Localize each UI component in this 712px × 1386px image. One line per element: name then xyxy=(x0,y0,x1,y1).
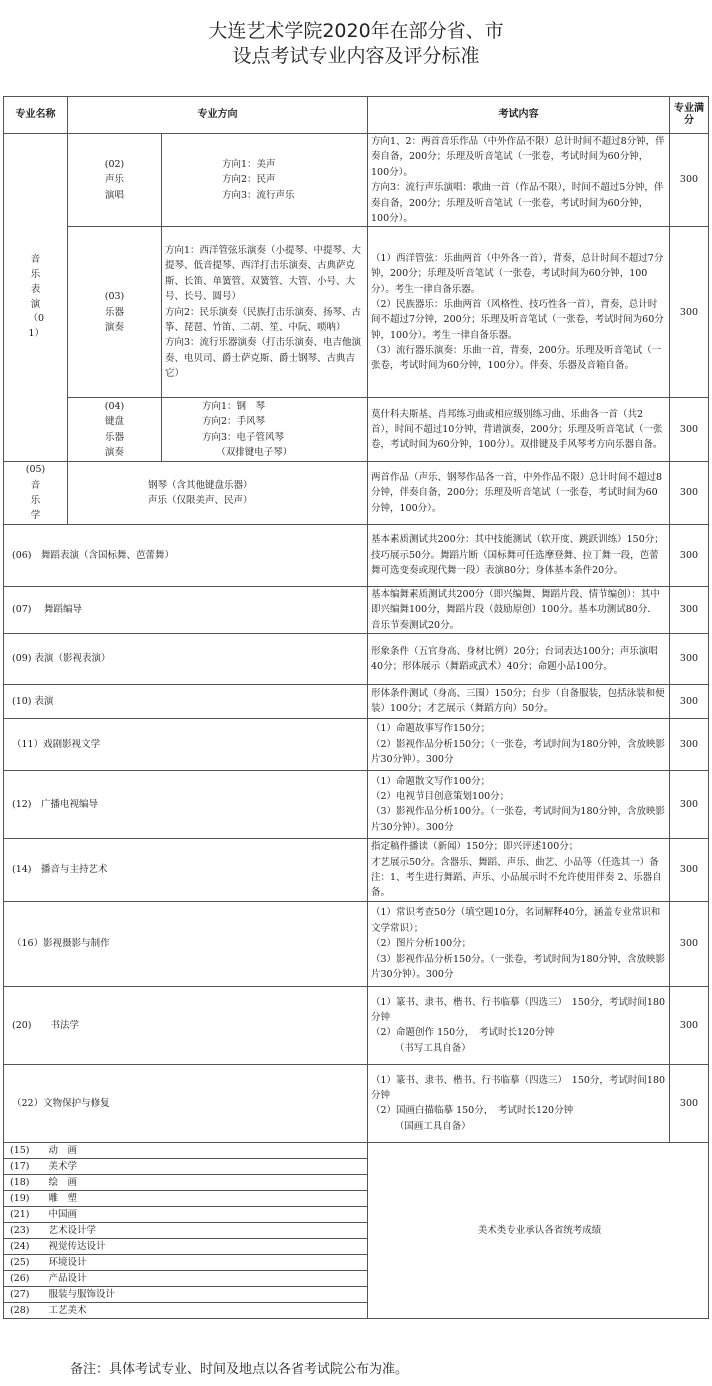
major-music-performance: 音乐表演（01） xyxy=(4,134,68,462)
major-name: （11）戏剧影视文学 xyxy=(4,718,368,770)
header-major: 专业名称 xyxy=(4,97,68,134)
major-name: （16）影视摄影与制作 xyxy=(4,901,368,986)
major-name: (10) 表演 xyxy=(4,684,368,718)
page-title-line2: 设点考试专业内容及评分标准 xyxy=(232,45,480,67)
header-score: 专业满分 xyxy=(670,97,709,134)
exam-content: 两首作品（声乐、钢琴作品各一首，中外作品不限）总计时间不超过8分钟，伴奏自备，200分；乐理及听音笔试（一张卷，考试时间为60分钟，100分）。 xyxy=(368,462,670,525)
exam-content: （1）命题散文写作100分； （2）电视节目创意策划100分； （3）影视作品分析100分。（一张卷，考试时间为180分钟，含放映影片30分钟）。300分 xyxy=(368,770,670,838)
art-major-item: (18) 绘 画 xyxy=(4,1174,368,1190)
exam-content: （1）篆书、隶书、楷书、行书临摹（四选三） 150分，考试时间180分钟 （2）命题创作 150分， 考试时长120分钟 （书写工具自备） xyxy=(368,986,670,1064)
page-title-line1: 大连艺术学院2020年在部分省、市 xyxy=(208,20,504,42)
direction-code: (02) 声乐 演唱 xyxy=(68,134,162,227)
exam-content: 基本编舞素质测试共200分（即兴编舞、舞蹈片段、情节编创）：其中即兴编舞100分，舞蹈片段（鼓励原创）100分。基本功测试80分．音乐节奏测试20分。 xyxy=(368,586,670,633)
art-major-item: (23) 艺术设计学 xyxy=(4,1222,368,1238)
footnote: 备注：具体考试专业、时间及地点以各省考试院公布为准。 xyxy=(70,1362,409,1377)
major-name: (20) 书法学 xyxy=(4,986,368,1064)
major-name: (06) 舞蹈表演（含国标舞、芭蕾舞） xyxy=(4,524,368,586)
art-major-item: (21) 中国画 xyxy=(4,1206,368,1222)
full-score: 300 xyxy=(670,586,709,633)
full-score: 300 xyxy=(670,134,709,227)
full-score: 300 xyxy=(670,633,709,684)
exam-content: 基本素质测试共200分：其中技能测试（软开度、跳跃训练）150分；技巧展示50分。舞蹈片断（国标舞可任选摩登舞、拉丁舞一段，芭蕾舞可选变奏或现代舞一段）表演80分；身体基本条件20分。 xyxy=(368,524,670,586)
art-majors-note: 美术类专业承认各省统考成绩 xyxy=(368,1142,709,1318)
full-score: 300 xyxy=(670,718,709,770)
direction-list: 方向1：西洋管弦乐演奏（小提琴、中提琴、大提琴、低音提琴、西洋打击乐演奏、古典萨克斯、长笛、单簧管、双簧管、大管、小号、大号、长号、圆号） 方向2：民乐演奏（民族打击乐演奏、扬琴、古筝、琵琶、竹笛、二胡、笙、中阮、唢呐） 方向3：流行乐器演奏（打击乐演奏、电吉他演奏、电贝司、爵士萨克斯、爵士钢琴、古典吉它） xyxy=(162,227,368,398)
art-major-item: (19) 雕 塑 xyxy=(4,1190,368,1206)
exam-content: 形体条件测试（身高、三围）150分；台步（自备服装，包括泳装和便装）100分；才艺展示（舞蹈方向）50分。 xyxy=(368,684,670,718)
full-score: 300 xyxy=(670,524,709,586)
art-major-item: (24) 视觉传达设计 xyxy=(4,1238,368,1254)
major-name: (14) 播音与主持艺术 xyxy=(4,838,368,901)
full-score: 300 xyxy=(670,227,709,398)
major-musicology: (05) 音 乐 学 xyxy=(4,462,68,525)
art-major-item: (15) 动 画 xyxy=(4,1142,368,1158)
major-name: (12) 广播电视编导 xyxy=(4,770,368,838)
direction-list: 方向1：钢 琴 方向2：手风琴 方向3：电子管风琴 （双排键电子琴） xyxy=(162,398,368,462)
full-score: 300 xyxy=(670,684,709,718)
exam-content: 指定稿件播读（新闻）150分；即兴评述100分； 才艺展示50分。含器乐、舞蹈、声乐、曲艺、小品等（任选其一）备注：1、考生进行舞蹈、声乐、小品展示时不允许使用伴奏 2、乐器自备。 xyxy=(368,838,670,901)
full-score: 300 xyxy=(670,770,709,838)
exam-table xyxy=(3,96,709,1319)
exam-content: 莫什科夫斯基、肖邦练习曲或相应级别练习曲、乐曲各一首（共2首），时间不超过10分钟，背谱演奏，200分；乐理及听音笔试（一张卷，考试时间为60分钟，100分）。双排键及手风琴考方向乐器自备。 xyxy=(368,398,670,462)
art-major-item: (26) 产品设计 xyxy=(4,1270,368,1286)
full-score: 300 xyxy=(670,398,709,462)
major-name: (07) 舞蹈编导 xyxy=(4,586,368,633)
direction-code: (03) 乐器 演奏 xyxy=(68,227,162,398)
exam-content: 形象条件（五官身高、身材比例）20分；台词表达100分；声乐演唱40分；形体展示（舞蹈或武术）40分；命题小品100分。 xyxy=(368,633,670,684)
exam-content: （1）命题故事写作150分； （2）影视作品分析150分；（一张卷，考试时间为180分钟，含放映影片30分钟）。300分 xyxy=(368,718,670,770)
art-major-item: (27) 服装与服饰设计 xyxy=(4,1286,368,1302)
major-name: (09) 表演（影视表演） xyxy=(4,633,368,684)
exam-content: （1）篆书、隶书、楷书、行书临摹（四选三） 150分，考试时间180分钟 （2）国画白描临摹 150分， 考试时长120分钟 （国画工具自备） xyxy=(368,1064,670,1142)
art-major-item: (25) 环境设计 xyxy=(4,1254,368,1270)
header-direction: 专业方向 xyxy=(68,97,368,134)
full-score: 300 xyxy=(670,1064,709,1142)
direction-code: (04) 键盘 乐器 演奏 xyxy=(68,398,162,462)
exam-content: （1）西洋管弦：乐曲两首（中外各一首），背奏，总计时间不超过7分钟，200分；乐理及听音笔试（一张卷，考试时间为60分钟，100分）。考生一律自备乐器。 （2）民族器乐：乐曲两首（风格性、技巧性各一首），背奏，总计时间不超过7分钟，200分；乐理及听音笔试（一张卷，考试时间为60分钟，100分）。考生一律自备乐器。 （3）流行器乐演奏：乐曲一首，背奏，200分。乐理及听音笔试（一张卷，考试时间为60分钟，100分）。伴奏、乐器及音箱自备。 xyxy=(368,227,670,398)
exam-content: （1）常识考查50分（填空题10分，名词解释40分，涵盖专业常识和文学常识）； （2）图片分析100分； （3）影视作品分析150分。（一张卷，考试时间为180分钟，含放映影片30分钟）。300分 xyxy=(368,901,670,986)
full-score: 300 xyxy=(670,986,709,1064)
art-major-item: (28) 工艺美术 xyxy=(4,1302,368,1318)
major-name: （22）文物保护与修复 xyxy=(4,1064,368,1142)
full-score: 300 xyxy=(670,462,709,525)
exam-content: 方向1、2：两首音乐作品（中外作品不限）总计时间不超过8分钟，伴奏自备，200分；乐理及听音笔试（一张卷，考试时间为60分钟，100分）。 方向3：流行声乐演唱：歌曲一首（作品不限），时间不超过5分钟，伴奏自备，200分；乐理及听音笔试（一张卷，考试时间为60分钟，100分）。 xyxy=(368,134,670,227)
header-content: 考试内容 xyxy=(368,97,670,134)
direction-list: 钢琴（含其他键盘乐器） 声乐（仅限美声、民声） xyxy=(68,462,368,525)
full-score: 300 xyxy=(670,901,709,986)
direction-list: 方向1：美声 方向2：民声 方向3：流行声乐 xyxy=(162,134,368,227)
art-major-item: (17) 美术学 xyxy=(4,1158,368,1174)
full-score: 300 xyxy=(670,838,709,901)
